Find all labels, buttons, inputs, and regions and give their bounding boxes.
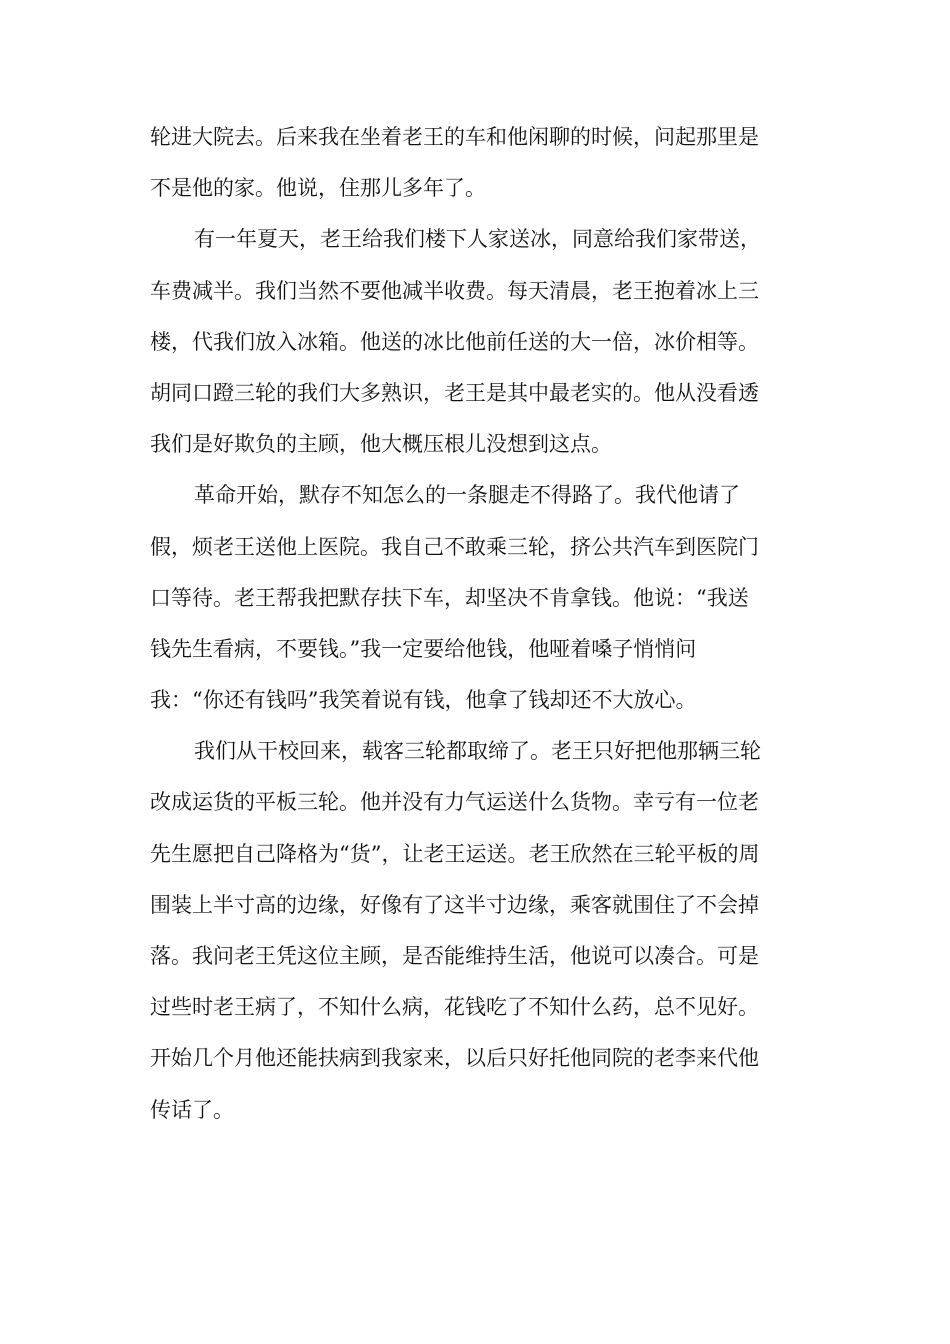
text-line: 传话了。 (150, 1097, 234, 1122)
text-line: 先生愿把自己降格为“货”，让老王运送。老王欣然在三轮平板的周 (150, 841, 760, 866)
text-line: 有一年夏天，老王给我们楼下人家送冰，同意给我们家带送， (194, 227, 761, 252)
text-line: 围装上半寸高的边缘，好像有了这半寸边缘，乘客就围住了不会掉 (150, 892, 759, 917)
text-line: 假，烦老王送他上医院。我自己不敢乘三轮，挤公共汽车到医院门 (150, 534, 759, 559)
text-line: 口等待。老王帮我把默存扶下车，却坚决不肯拿钱。他说：“我送 (150, 585, 749, 610)
text-line: 我们是好欺负的主顾，他大概压根儿没想到这点。 (150, 432, 612, 457)
text-line: 我们从干校回来，载客三轮都取缔了。老王只好把他那辆三轮 (194, 739, 761, 764)
text-line: 楼，代我们放入冰箱。他送的冰比他前任送的大一倍，冰价相等。 (150, 329, 759, 354)
text-line: 落。我问老王凭这位主顾，是否能维持生活，他说可以凑合。可是 (150, 944, 759, 968)
text-line: 我：“你还有钱吗”我笑着说有钱，他拿了钱却还不大放心。 (150, 688, 697, 713)
text-line: 不是他的家。他说，住那儿多年了。 (150, 176, 486, 201)
text-line: 改成运货的平板三轮。他并没有力气运送什么货物。幸亏有一位老 (150, 790, 759, 815)
body-text (150, 112, 810, 1136)
text-line: 钱先生看病，不要钱。”我一定要给他钱，他哑着嗓子悄悄问 (150, 636, 697, 661)
text-line: 过些时老王病了，不知什么病，花钱吃了不知什么药，总不见好。 (150, 995, 759, 1020)
text-line: 革命开始，默存不知怎么的一条腿走不得路了。我代他请了 (194, 483, 740, 508)
text-line: 胡同口蹬三轮的我们大多熟识，老王是其中最老实的。他从没看透 (150, 380, 759, 405)
text-line: 车费减半。我们当然不要他减半收费。每天清晨，老王抱着冰上三 (150, 278, 759, 303)
text-line: 轮进大院去。后来我在坐着老王的车和他闲聊的时候，问起那里是 (150, 125, 759, 149)
text-line: 开始几个月他还能扶病到我家来，以后只好托他同院的老李来代他 (150, 1046, 759, 1071)
